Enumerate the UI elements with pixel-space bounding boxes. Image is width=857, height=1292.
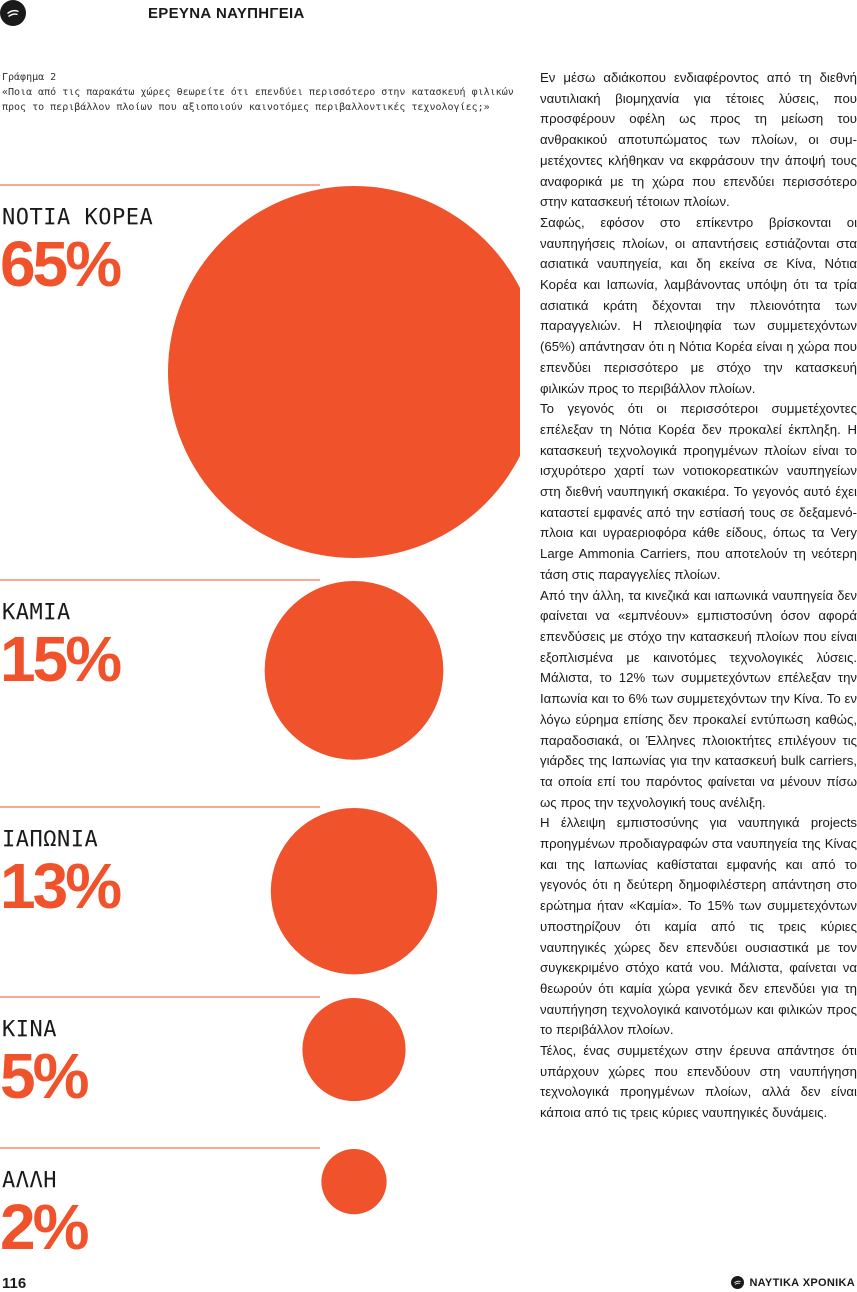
category-label: ΝΟΤΙΑ ΚΟΡΕΑ	[2, 205, 154, 230]
brand	[731, 1276, 855, 1289]
chart-question: «Ποια από τις παρακάτω χώρες θεωρείτε ότι επενδύει περισσότερο στην κατασκευή φιλικών προς το περιβάλλον πλοίων που αξιοποιούν καινοτόμες περιβαλλοντικές τεχνολογίες;»	[2, 87, 514, 113]
brand-name: ΝΑΥΤΙΚΑ ΧΡΟΝΙΚΑ	[749, 1276, 855, 1289]
ship-wave-logo-icon	[0, 0, 26, 26]
article-paragraph: Τέλος, ένας συμμετέχων στην έρευνα απάντησε ότι υπάρχουν χώρες που επενδύουν στη ναυπήγηση τεχνολογικά προηγμένων πλοίων, αλλά δεν είναι κάποια από τις τρεις κύριες ναυπηγικές δυνάμεις.	[540, 1043, 857, 1121]
category-label: ΑΛΛΗ	[2, 1168, 57, 1193]
article-paragraph: Η έλλειψη εμπιστοσύνης για ναυπηγικά projects προηγμένων προδιαγραφών στα ναυπηγεία της Κίνας και της Ιαπωνίας καθίσταται εμφανής και από το γεγονός ότι η δεύτερη δημοφιλέστερη απάντηση στο ερώτημα ήταν «Καμία». Το 15% των συμμετεχόντων υποστηρίζουν ότι καμία από τις τρεις κύριες ναυπηγικές χώρες δεν επενδύει ουσιαστικά με τον συγκεκριμένο στόχο κατά νου. Μάλιστα, φαίνεται να θεωρούν ότι καμία χώρα γενικά δεν επενδύει για τη ναυπήγηση τεχνολογικά καινοτόμων και φιλικών προς το περιβάλλον πλοίων.	[540, 815, 857, 1038]
category-label: ΚΙΝΑ	[2, 1017, 57, 1042]
value-label: 13%	[0, 850, 120, 922]
bubble-0	[168, 186, 520, 558]
chart-caption	[2, 70, 514, 115]
section-title: ΕΡΕΥΝΑ ΝΑΥΠΗΓΕΙΑ	[148, 5, 305, 22]
article-body	[540, 68, 857, 1124]
bubble-4	[321, 1149, 386, 1214]
bubble-3	[302, 998, 405, 1101]
value-label: 15%	[0, 623, 120, 695]
value-label: 5%	[0, 1040, 87, 1112]
bubble-chart	[0, 170, 520, 1263]
article-paragraph: Σαφώς, εφόσον στο επίκεντρο βρίσκονται οι ναυπηγήσεις πλοίων, οι απαντήσεις εστιάζονται στα ασιατικά ναυπηγεία, και δη εκείνα σε Κίνα, Νότια Κορέα και Ιαπωνία, λαμβάνοντας υπόψη ότι τα τρία ασιατικά κράτη δέχονται την πλειονότητα των παραγγελιών. Η πλειοψηφία των συμμετεχόντων (65%) απάντησαν ότι η Νότια Κορέα είναι η χώρα που επενδύει περισσότερο με στόχο την κατασκευή φιλικών προς το περιβάλλον πλοίων.	[540, 214, 857, 396]
category-label: ΙΑΠΩΝΙΑ	[2, 827, 99, 852]
ship-wave-logo-icon	[731, 1276, 744, 1289]
bubble-2	[271, 808, 437, 974]
bubble-1	[265, 581, 444, 760]
page-number: 116	[2, 1275, 27, 1292]
article-paragraph: Το γεγονός ότι οι περισσότεροι συμμετέχοντες επέλεξαν τη Νότια Κορέα δεν προκαλεί έκπληξη. Η κατασκευή τεχνολογικά προηγμένων πλοίων είναι το ισχυρότερο χαρτί των νοτιοκορεατικών ναυπηγείων στη διεθνή ναυπηγική σκακιέρα. Το γεγονός αυτό έχει καταστεί εμφανές από την εστίασή τους σε δεξαμενόπλοια και υγραεριοφόρα κάθε είδους, όπως τα Very Large Ammonia Carriers, που αποτελούν τη νεότερη τάση στις παραγγελίες πλοίων.	[540, 401, 857, 582]
article-paragraph: Εν μέσω αδιάκοπου ενδιαφέροντος από τη διεθνή ναυτιλιακή βιομηχανία για τέτοιες λύσεις, που προσφέρουν οφέλη ως προς τη μείωση του ανθρακικού αποτυπώματος των πλοίων, οι συμμετέχοντες κλήθηκαν να εκφράσουν την άποψή τους αναφορικά με τη χώρα που επενδύει περισσότερο στην κατασκευή τέτοιων πλοίων.	[540, 70, 857, 210]
value-label: 65%	[0, 228, 120, 300]
chart-number: Γράφημα 2	[2, 72, 57, 83]
value-label: 2%	[0, 1191, 87, 1263]
category-label: ΚΑΜΙΑ	[2, 600, 71, 625]
article-paragraph: Από την άλλη, τα κινεζικά και ιαπωνικά ναυπηγεία δεν φαίνεται να «εμπνέουν» εμπιστοσύνη όσον αφορά επενδύσεις με στόχο την κατασκευή πλοίων που είναι εξοπλισμένα με καινοτόμες τεχνολογικές λύσεις. Μάλιστα, το 12% των συμμετεχόντων επέλεξαν την Ιαπωνία και το 6% των συμμετεχόντων την Κίνα. Το εν λόγω εύρημα επίσης δεν προκαλεί εντύπωση καθώς, παραδοσιακά, οι Έλληνες πλοιοκτήτες επιλέγουν τις γιάρδες της Ιαπωνίας για την κατασκευή bulk carriers, τα οποία επί του παρόντος φαίνεται να μένουν πίσω ως προς την τεχνολογική τους ανέλιξη.	[540, 587, 857, 810]
